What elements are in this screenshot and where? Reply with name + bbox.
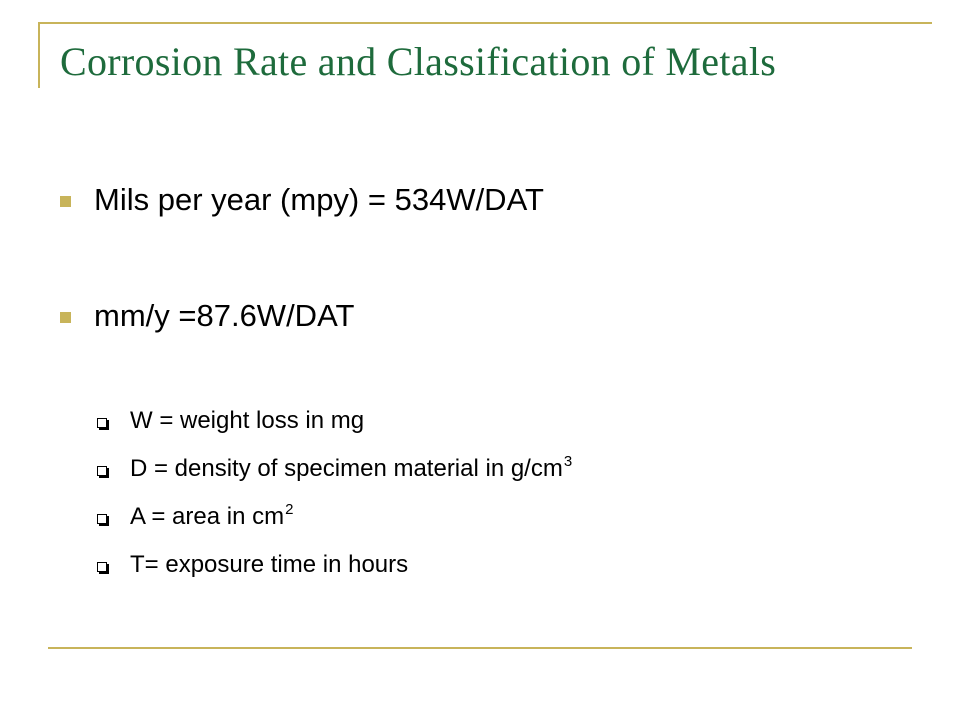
sub-bullet-label: D = density of specimen material in g/cm bbox=[130, 455, 563, 482]
square-bullet-icon bbox=[60, 196, 71, 207]
superscript-exponent: 3 bbox=[563, 453, 573, 470]
sub-bullet-label: T= exposure time in hours bbox=[130, 551, 409, 578]
top-divider-line bbox=[40, 22, 932, 24]
left-divider-line bbox=[38, 22, 40, 88]
sub-bullet-text bbox=[130, 551, 408, 579]
bullet-text: Mils per year (mpy) = 534W/DAT bbox=[94, 182, 544, 217]
hollow-square-bullet-icon bbox=[97, 466, 107, 476]
sub-bullet-label: W = weight loss in mg bbox=[130, 407, 365, 434]
hollow-square-bullet-icon bbox=[97, 562, 107, 572]
square-bullet-icon bbox=[60, 312, 71, 323]
sub-bullet-text bbox=[130, 407, 364, 435]
sub-bullet-text bbox=[130, 503, 293, 534]
superscript-exponent: 2 bbox=[285, 501, 294, 518]
sub-bullet-label: A = area in cm bbox=[130, 503, 285, 530]
bullet-text: mm/y =87.6W/DAT bbox=[94, 298, 355, 333]
bottom-divider-line bbox=[48, 647, 912, 649]
slide-title: Corrosion Rate and Classification of Metals bbox=[60, 39, 777, 84]
hollow-square-bullet-icon bbox=[97, 514, 107, 524]
hollow-square-bullet-icon bbox=[97, 418, 107, 428]
sub-bullet-text bbox=[130, 455, 572, 486]
